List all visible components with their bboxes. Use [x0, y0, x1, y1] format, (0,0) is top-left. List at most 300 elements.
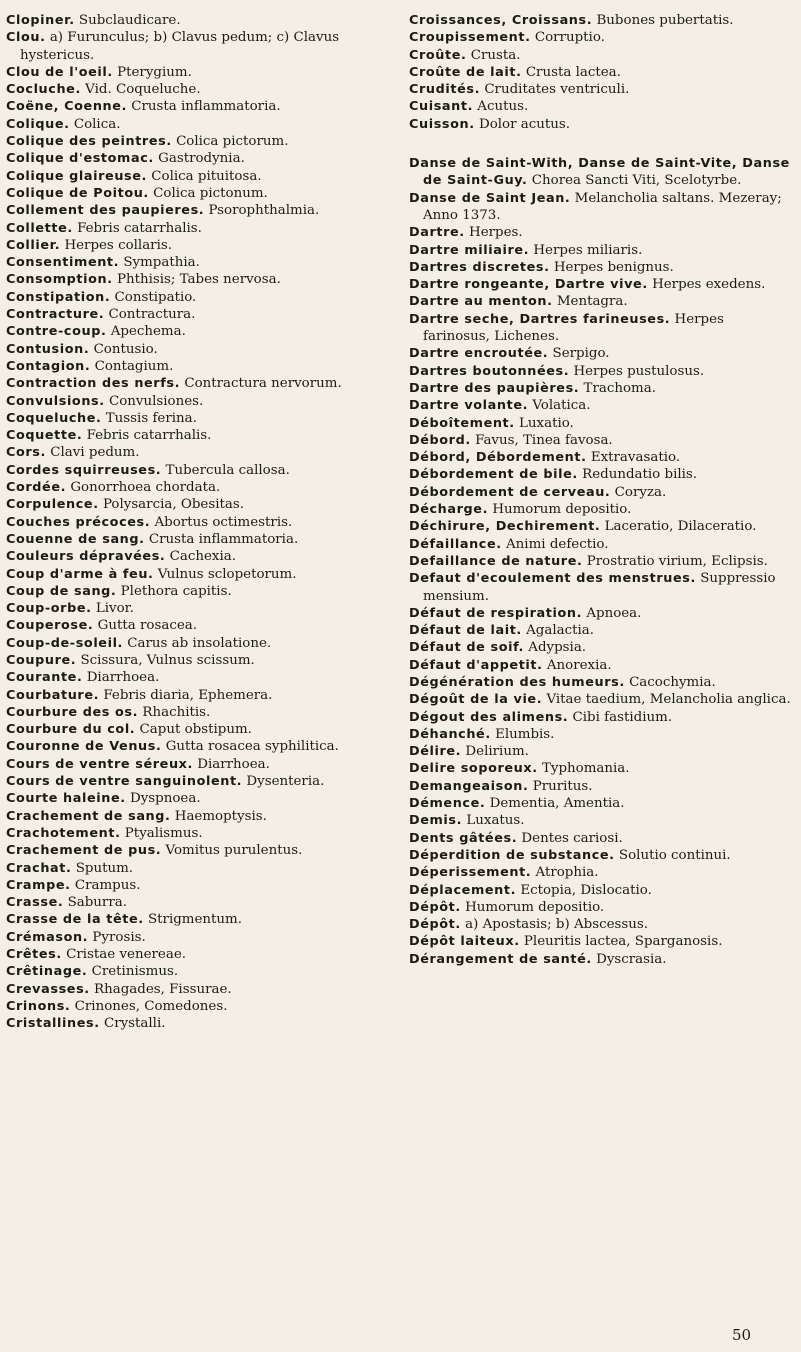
entry-latin-term: Contractura.: [108, 307, 196, 323]
entry-french-term: Défaut d'appetit.: [409, 657, 543, 673]
dictionary-entry: [6, 738, 388, 755]
entry-french-term: Cordes squirreuses.: [6, 462, 162, 478]
entry-french-term: Courbure des os.: [6, 704, 139, 720]
entry-french-term: Courte haleine.: [6, 791, 126, 807]
entry-latin-term: Clavi pedum.: [50, 445, 140, 461]
dictionary-entry: [6, 116, 388, 133]
dictionary-entry: [6, 911, 388, 928]
entry-latin-term: Cretinismus.: [91, 964, 179, 980]
entry-latin-term: Trachoma.: [583, 380, 656, 396]
dictionary-entry: [6, 306, 388, 323]
entry-french-term: Colique de Poitou.: [6, 185, 149, 201]
entry-latin-term: Livor.: [95, 601, 134, 617]
entry-latin-term: Dentes cariosi.: [521, 830, 623, 846]
entry-latin-term: Saburra.: [67, 895, 127, 911]
entry-french-term: Dartre des paupières.: [409, 380, 580, 396]
entry-latin-term: Gastrodynia.: [158, 151, 245, 167]
entry-latin-term: Colica pituitosa.: [151, 168, 262, 184]
entry-latin-term: Diarrhoea.: [86, 670, 160, 686]
entry-latin-term: Contractura nervorum.: [184, 376, 342, 392]
entry-french-term: Coëne, Coenne.: [6, 99, 127, 115]
entry-french-term: Convulsions.: [6, 393, 105, 409]
entry-french-term: Couches précoces.: [6, 514, 151, 530]
entry-french-term: Crudités.: [409, 82, 481, 98]
entry-french-term: Débordement de cerveau.: [409, 484, 611, 500]
entry-latin-term: Herpes exedens.: [652, 277, 766, 293]
entry-latin-term: Crystalli.: [103, 1016, 166, 1032]
entry-french-term: Crampe.: [6, 877, 71, 893]
dictionary-entry: [409, 155, 793, 190]
dictionary-entry: [6, 29, 388, 64]
dictionary-entry: [409, 570, 793, 605]
entry-french-term: Dépôt.: [409, 917, 461, 933]
entry-french-term: Colique d'estomac.: [6, 151, 154, 167]
dictionary-entry: [6, 790, 388, 807]
dictionary-entry: [409, 259, 793, 276]
entry-french-term: Débordement de bile.: [409, 467, 578, 483]
dictionary-entry: [6, 202, 388, 219]
entry-french-term: Colique des peintres.: [6, 134, 172, 150]
page-number: 50: [732, 1326, 752, 1344]
entry-french-term: Courante.: [6, 670, 83, 686]
dictionary-entry: [6, 721, 388, 738]
entry-french-term: Dartres boutonnées.: [409, 363, 570, 379]
entry-french-term: Débord, Débordement.: [409, 450, 587, 466]
entry-latin-term: Haemoptysis.: [174, 808, 267, 824]
entry-latin-term: Vulnus sclopetorum.: [157, 566, 297, 582]
dictionary-entry: [409, 605, 793, 622]
entry-french-term: Cuisant.: [409, 99, 474, 115]
entry-latin-term: Delirium.: [465, 744, 529, 760]
dictionary-entry: [6, 150, 388, 167]
entry-french-term: Coup d'arme à feu.: [6, 566, 154, 582]
entry-latin-term: Bubones pubertatis.: [596, 13, 734, 28]
dictionary-entry: [6, 514, 388, 531]
entry-latin-term: Dementia, Amentia.: [489, 796, 625, 812]
dictionary-entry: [6, 860, 388, 877]
dictionary-entry: [409, 380, 793, 397]
entry-latin-term: Scissura, Vulnus scissum.: [80, 652, 255, 668]
dictionary-entry: [409, 518, 793, 535]
dictionary-entry: [6, 12, 388, 29]
entry-latin-term: a) Apostasis; b) Abscessus.: [465, 917, 648, 933]
entry-latin-term: Herpes pustulosus.: [573, 363, 705, 379]
entry-latin-term: Contagium.: [94, 358, 174, 374]
entry-latin-term: Dolor acutus.: [478, 116, 570, 132]
dictionary-entry: [6, 393, 388, 410]
entry-latin-term: Cruditates ventriculi.: [484, 82, 630, 98]
dictionary-entry: [6, 583, 388, 600]
entry-french-term: Contracture.: [6, 307, 105, 323]
entry-french-term: Constipation.: [6, 289, 111, 305]
entry-french-term: Crachement de sang.: [6, 808, 171, 824]
entry-latin-term: Luxatio.: [519, 415, 574, 431]
entry-french-term: Dartre encroutée.: [409, 346, 549, 362]
dictionary-entry: [409, 812, 793, 829]
dictionary-entry: [409, 743, 793, 760]
entry-latin-term: a) Furunculus; b) Clavus pedum; c) Clavus hystericus.: [20, 30, 340, 63]
entry-latin-term: Subclaudicare.: [78, 13, 181, 28]
entry-french-term: Crinons.: [6, 998, 71, 1014]
entry-french-term: Coup-orbe.: [6, 601, 92, 617]
entry-french-term: Cristallines.: [6, 1016, 100, 1032]
entry-latin-term: Vomitus purulentus.: [165, 843, 303, 859]
dictionary-entry: [6, 323, 388, 340]
entry-latin-term: Pruritus.: [532, 778, 593, 794]
entry-latin-term: Crusta inflammatoria.: [131, 99, 281, 115]
dictionary-entry: [409, 47, 793, 64]
dictionary-entry: [409, 726, 793, 743]
dictionary-entry: [409, 657, 793, 674]
entry-latin-term: Herpes collaris.: [64, 237, 172, 253]
right-column-d-section: [409, 155, 793, 968]
dictionary-entry: [6, 81, 388, 98]
entry-french-term: Collement des paupieres.: [6, 203, 205, 219]
dictionary-entry: [6, 531, 388, 548]
dictionary-entry: [6, 946, 388, 963]
dictionary-entry: [409, 847, 793, 864]
dictionary-entry: [409, 29, 793, 46]
dictionary-entry: [409, 933, 793, 950]
entry-latin-term: Elumbis.: [495, 726, 555, 742]
dictionary-entry: [409, 951, 793, 968]
dictionary-entry: [6, 842, 388, 859]
entry-latin-term: Colica pictonum.: [153, 185, 268, 201]
dictionary-entry: [6, 548, 388, 565]
dictionary-entry: [409, 639, 793, 656]
dictionary-entry: [6, 358, 388, 375]
dictionary-entry: [6, 444, 388, 461]
entry-french-term: Délire.: [409, 744, 462, 760]
entry-latin-term: Polysarcia, Obesitas.: [102, 497, 244, 513]
dictionary-entry: [409, 397, 793, 414]
entry-latin-term: Coryza.: [614, 484, 667, 500]
dictionary-entry: [6, 496, 388, 513]
dictionary-entry: [6, 410, 388, 427]
dictionary-entry: [6, 877, 388, 894]
dictionary-entry: [409, 864, 793, 881]
dictionary-entry: [409, 795, 793, 812]
entry-latin-term: Gutta rosacea syphilitica.: [165, 739, 339, 755]
entry-latin-term: Acutus.: [477, 99, 529, 115]
dictionary-entry: [409, 830, 793, 847]
entry-french-term: Dartre seche, Dartres farineuses.: [409, 311, 671, 327]
entry-french-term: Démence.: [409, 796, 486, 812]
dictionary-entry: [409, 484, 793, 501]
entry-french-term: Couperose.: [6, 618, 94, 634]
entry-latin-term: Carus ab insolatione.: [127, 635, 272, 651]
entry-latin-term: Volatica.: [532, 398, 591, 414]
entry-latin-term: Febris catarrhalis.: [86, 428, 212, 444]
dictionary-entry: [409, 466, 793, 483]
entry-latin-term: Phthisis; Tabes nervosa.: [116, 272, 281, 288]
entry-french-term: Cuisson.: [409, 116, 475, 132]
dictionary-entry: [6, 963, 388, 980]
entry-french-term: Cocluche.: [6, 82, 81, 98]
dictionary-entry: [6, 600, 388, 617]
dictionary-entry: [409, 116, 793, 133]
entry-latin-term: Cacochymia.: [629, 674, 716, 690]
entry-french-term: Contagion.: [6, 358, 91, 374]
entry-latin-term: Laceratio, Dilaceratio.: [604, 519, 757, 535]
entry-latin-term: Pterygium.: [117, 64, 192, 80]
dictionary-entry: [6, 271, 388, 288]
dictionary-entry: [6, 133, 388, 150]
right-column-c-section: [409, 12, 793, 133]
entry-french-term: Déplacement.: [409, 882, 517, 898]
entry-latin-term: Prostratio virium, Eclipsis.: [586, 553, 768, 569]
entry-latin-term: Atrophia.: [535, 865, 599, 881]
dictionary-entry: [6, 825, 388, 842]
dictionary-entry: [6, 375, 388, 392]
entry-latin-term: Tussis ferina.: [105, 410, 197, 426]
dictionary-entry: [6, 808, 388, 825]
entry-latin-term: Adypsia.: [528, 640, 587, 656]
entry-latin-term: Gonorrhoea chordata.: [70, 480, 221, 496]
entry-latin-term: Extravasatio.: [590, 450, 681, 466]
dictionary-entry: [6, 981, 388, 998]
entry-french-term: Courbure du col.: [6, 722, 136, 738]
dictionary-entry: [409, 64, 793, 81]
dictionary-entry: [409, 916, 793, 933]
entry-latin-term: Febris diaria, Ephemera.: [103, 687, 273, 703]
dictionary-entry: [6, 635, 388, 652]
entry-french-term: Corpulence.: [6, 497, 99, 513]
dictionary-entry: [6, 98, 388, 115]
dictionary-entry: [6, 756, 388, 773]
entry-french-term: Déhanché.: [409, 726, 491, 742]
entry-latin-term: Apechema.: [110, 324, 186, 340]
entry-french-term: Défaut de soif.: [409, 640, 525, 656]
dictionary-entry: [6, 566, 388, 583]
entry-latin-term: Favus, Tinea favosa.: [475, 432, 613, 448]
dictionary-entry: [409, 553, 793, 570]
dictionary-entry: [409, 760, 793, 777]
entry-french-term: Danse de Saint Jean.: [409, 190, 571, 206]
entry-french-term: Couenne de sang.: [6, 531, 145, 547]
entry-latin-term: Crampus.: [74, 877, 141, 893]
entry-french-term: Dartre au menton.: [409, 294, 553, 310]
entry-french-term: Dartre miliaire.: [409, 242, 530, 258]
entry-french-term: Clou de l'oeil.: [6, 64, 113, 80]
entry-latin-term: Ptyalismus.: [124, 825, 203, 841]
entry-french-term: Collier.: [6, 237, 61, 253]
right-column: [409, 12, 793, 968]
entry-french-term: Defaut d'ecoulement des menstrues.: [409, 571, 696, 587]
entry-french-term: Dents gâtées.: [409, 830, 518, 846]
dictionary-entry: [409, 778, 793, 795]
entry-latin-term: Solutio continui.: [618, 847, 731, 863]
entry-latin-term: Corruptio.: [534, 30, 605, 46]
dictionary-entry: [409, 709, 793, 726]
entry-french-term: Cours de ventre sanguinolent.: [6, 774, 243, 790]
entry-french-term: Défaillance.: [409, 536, 502, 552]
dictionary-entry: [6, 669, 388, 686]
entry-latin-term: Redundatio bilis.: [582, 467, 698, 483]
entry-french-term: Croûte de lait.: [409, 64, 522, 80]
entry-french-term: Crêtinage.: [6, 964, 88, 980]
entry-latin-term: Caput obstipum.: [139, 722, 252, 738]
entry-latin-term: Anorexia.: [546, 657, 612, 673]
entry-latin-term: Herpes.: [469, 225, 523, 241]
dictionary-entry: [6, 254, 388, 271]
entry-latin-term: Apnoea.: [586, 605, 642, 621]
entry-latin-term: Vitae taedium, Melancholia anglica.: [546, 692, 791, 708]
dictionary-entry: [6, 462, 388, 479]
dictionary-entry: [409, 432, 793, 449]
dictionary-entry: [6, 185, 388, 202]
entry-latin-term: Suppressio mensium.: [423, 571, 776, 604]
dictionary-entry: [6, 1015, 388, 1032]
dictionary-entry: [6, 894, 388, 911]
entry-latin-term: Chorea Sancti Viti, Scelotyrbe.: [531, 173, 742, 189]
entry-french-term: Débord.: [409, 432, 471, 448]
entry-latin-term: Gutta rosacea.: [97, 618, 197, 634]
dictionary-entry: [409, 81, 793, 98]
entry-french-term: Dérangement de santé.: [409, 951, 592, 967]
dictionary-entry: [409, 363, 793, 380]
entry-latin-term: Luxatus.: [466, 813, 525, 829]
dictionary-entry: [409, 622, 793, 639]
dictionary-entry: [409, 691, 793, 708]
dictionary-entry: [409, 276, 793, 293]
entry-french-term: Décharge.: [409, 502, 489, 518]
entry-latin-term: Sympathia.: [123, 255, 200, 271]
entry-latin-term: Rhagades, Fissurae.: [94, 981, 232, 997]
entry-latin-term: Vid. Coqueluche.: [85, 82, 201, 98]
entry-french-term: Crevasses.: [6, 981, 90, 997]
entry-french-term: Défaut de lait.: [409, 623, 522, 639]
entry-french-term: Dartres discretes.: [409, 259, 550, 275]
entry-french-term: Clopiner.: [6, 13, 75, 28]
entry-latin-term: Animi defectio.: [506, 536, 609, 552]
entry-french-term: Couronne de Venus.: [6, 739, 162, 755]
entry-latin-term: Tubercula callosa.: [165, 462, 290, 478]
entry-french-term: Couleurs dépravées.: [6, 549, 166, 565]
entry-latin-term: Agalactia.: [526, 623, 595, 639]
dictionary-entry: [409, 899, 793, 916]
dictionary-entry: [6, 929, 388, 946]
entry-latin-term: Diarrhoea.: [197, 756, 270, 772]
entry-french-term: Crachotement.: [6, 825, 121, 841]
entry-latin-term: Serpigo.: [552, 346, 610, 362]
entry-french-term: Déperdition de substance.: [409, 847, 615, 863]
dictionary-entry: [6, 341, 388, 358]
entry-french-term: Courbature.: [6, 687, 100, 703]
dictionary-entry: [409, 536, 793, 553]
dictionary-entry: [6, 427, 388, 444]
entry-latin-term: Herpes farinosus, Lichenes.: [423, 311, 724, 345]
entry-latin-term: Colica pictorum.: [176, 134, 289, 150]
entry-latin-term: Herpes benignus.: [553, 259, 674, 275]
entry-french-term: Dégénération des humeurs.: [409, 674, 625, 690]
entry-french-term: Cors.: [6, 445, 46, 461]
entry-french-term: Demis.: [409, 813, 463, 829]
entry-latin-term: Cibi fastidium.: [572, 709, 673, 725]
dictionary-entry: [409, 242, 793, 259]
entry-latin-term: Typhomania.: [541, 761, 630, 777]
dictionary-entry: [409, 190, 793, 225]
entry-latin-term: Crusta inflammatoria.: [148, 531, 299, 547]
entry-french-term: Croupissement.: [409, 30, 531, 46]
entry-latin-term: Dysenteria.: [246, 774, 325, 790]
entry-french-term: Cordée.: [6, 480, 67, 496]
entry-latin-term: Abortus octimestris.: [154, 514, 293, 530]
entry-latin-term: Strigmentum.: [148, 912, 243, 928]
entry-latin-term: Plethora capitis.: [120, 583, 232, 599]
entry-french-term: Consentiment.: [6, 255, 120, 271]
entry-french-term: Coup-de-soleil.: [6, 635, 124, 651]
entry-latin-term: Dyscrasia.: [596, 951, 667, 967]
entry-french-term: Colique.: [6, 116, 70, 132]
dictionary-entry: [6, 687, 388, 704]
entry-french-term: Coup de sang.: [6, 583, 117, 599]
entry-latin-term: Herpes miliaris.: [533, 242, 643, 258]
entry-latin-term: Convulsiones.: [108, 393, 204, 409]
entry-latin-term: Crinones, Comedones.: [74, 998, 228, 1014]
dictionary-entry: [409, 415, 793, 432]
dictionary-entry: [6, 617, 388, 634]
entry-latin-term: Mentagra.: [556, 294, 628, 310]
entry-french-term: Collette.: [6, 220, 73, 236]
entry-french-term: Déboîtement.: [409, 415, 515, 431]
dictionary-entry: [6, 998, 388, 1015]
dictionary-entry: [409, 674, 793, 691]
entry-french-term: Contraction des nerfs.: [6, 376, 181, 392]
section-gap: [409, 133, 793, 155]
entry-french-term: Déperissement.: [409, 865, 532, 881]
dictionary-entry: [409, 501, 793, 518]
dictionary-entry: [409, 882, 793, 899]
entry-french-term: Coqueluche.: [6, 410, 102, 426]
entry-french-term: Cours de ventre séreux.: [6, 756, 193, 772]
dictionary-entry: [6, 220, 388, 237]
dictionary-entry: [6, 289, 388, 306]
entry-latin-term: Pyrosis.: [92, 929, 146, 945]
dictionary-entry: [409, 345, 793, 362]
dictionary-entry: [6, 479, 388, 496]
dictionary-entry: [409, 449, 793, 466]
entry-french-term: Dartre rongeante, Dartre vive.: [409, 277, 648, 293]
entry-french-term: Crasse de la tête.: [6, 912, 144, 928]
dictionary-entry: [6, 773, 388, 790]
entry-french-term: Déchirure, Dechirement.: [409, 519, 601, 535]
entry-latin-term: Humorum depositio.: [492, 502, 632, 518]
entry-latin-term: Crusta lactea.: [525, 64, 621, 80]
entry-french-term: Contre-coup.: [6, 324, 107, 340]
dictionary-entry: [6, 704, 388, 721]
entry-french-term: Colique glaireuse.: [6, 168, 147, 184]
dictionary-entry: [6, 237, 388, 254]
entry-latin-term: Psorophthalmia.: [208, 203, 320, 219]
entry-latin-term: Cachexia.: [169, 549, 237, 565]
dictionary-entry: [6, 64, 388, 81]
dictionary-entry: [409, 293, 793, 310]
entry-latin-term: Colica.: [73, 116, 121, 132]
entry-french-term: Danse de Saint-With, Danse de Saint-Vite, Danse de Saint-Guy.: [409, 156, 790, 189]
entry-french-term: Clou.: [6, 30, 46, 46]
entry-latin-term: Melancholia saltans. Mezeray; Anno 1373.: [423, 190, 782, 223]
entry-latin-term: Contusio.: [93, 341, 158, 357]
left-column: [6, 12, 388, 1033]
entry-french-term: Coupure.: [6, 652, 77, 668]
entry-french-term: Dépôt laiteux.: [409, 934, 520, 950]
entry-french-term: Defaillance de nature.: [409, 553, 583, 569]
entry-latin-term: Sputum.: [75, 860, 134, 876]
entry-french-term: Dartre.: [409, 225, 465, 241]
entry-french-term: Crachat.: [6, 860, 72, 876]
entry-french-term: Croissances, Croissans.: [409, 13, 593, 28]
